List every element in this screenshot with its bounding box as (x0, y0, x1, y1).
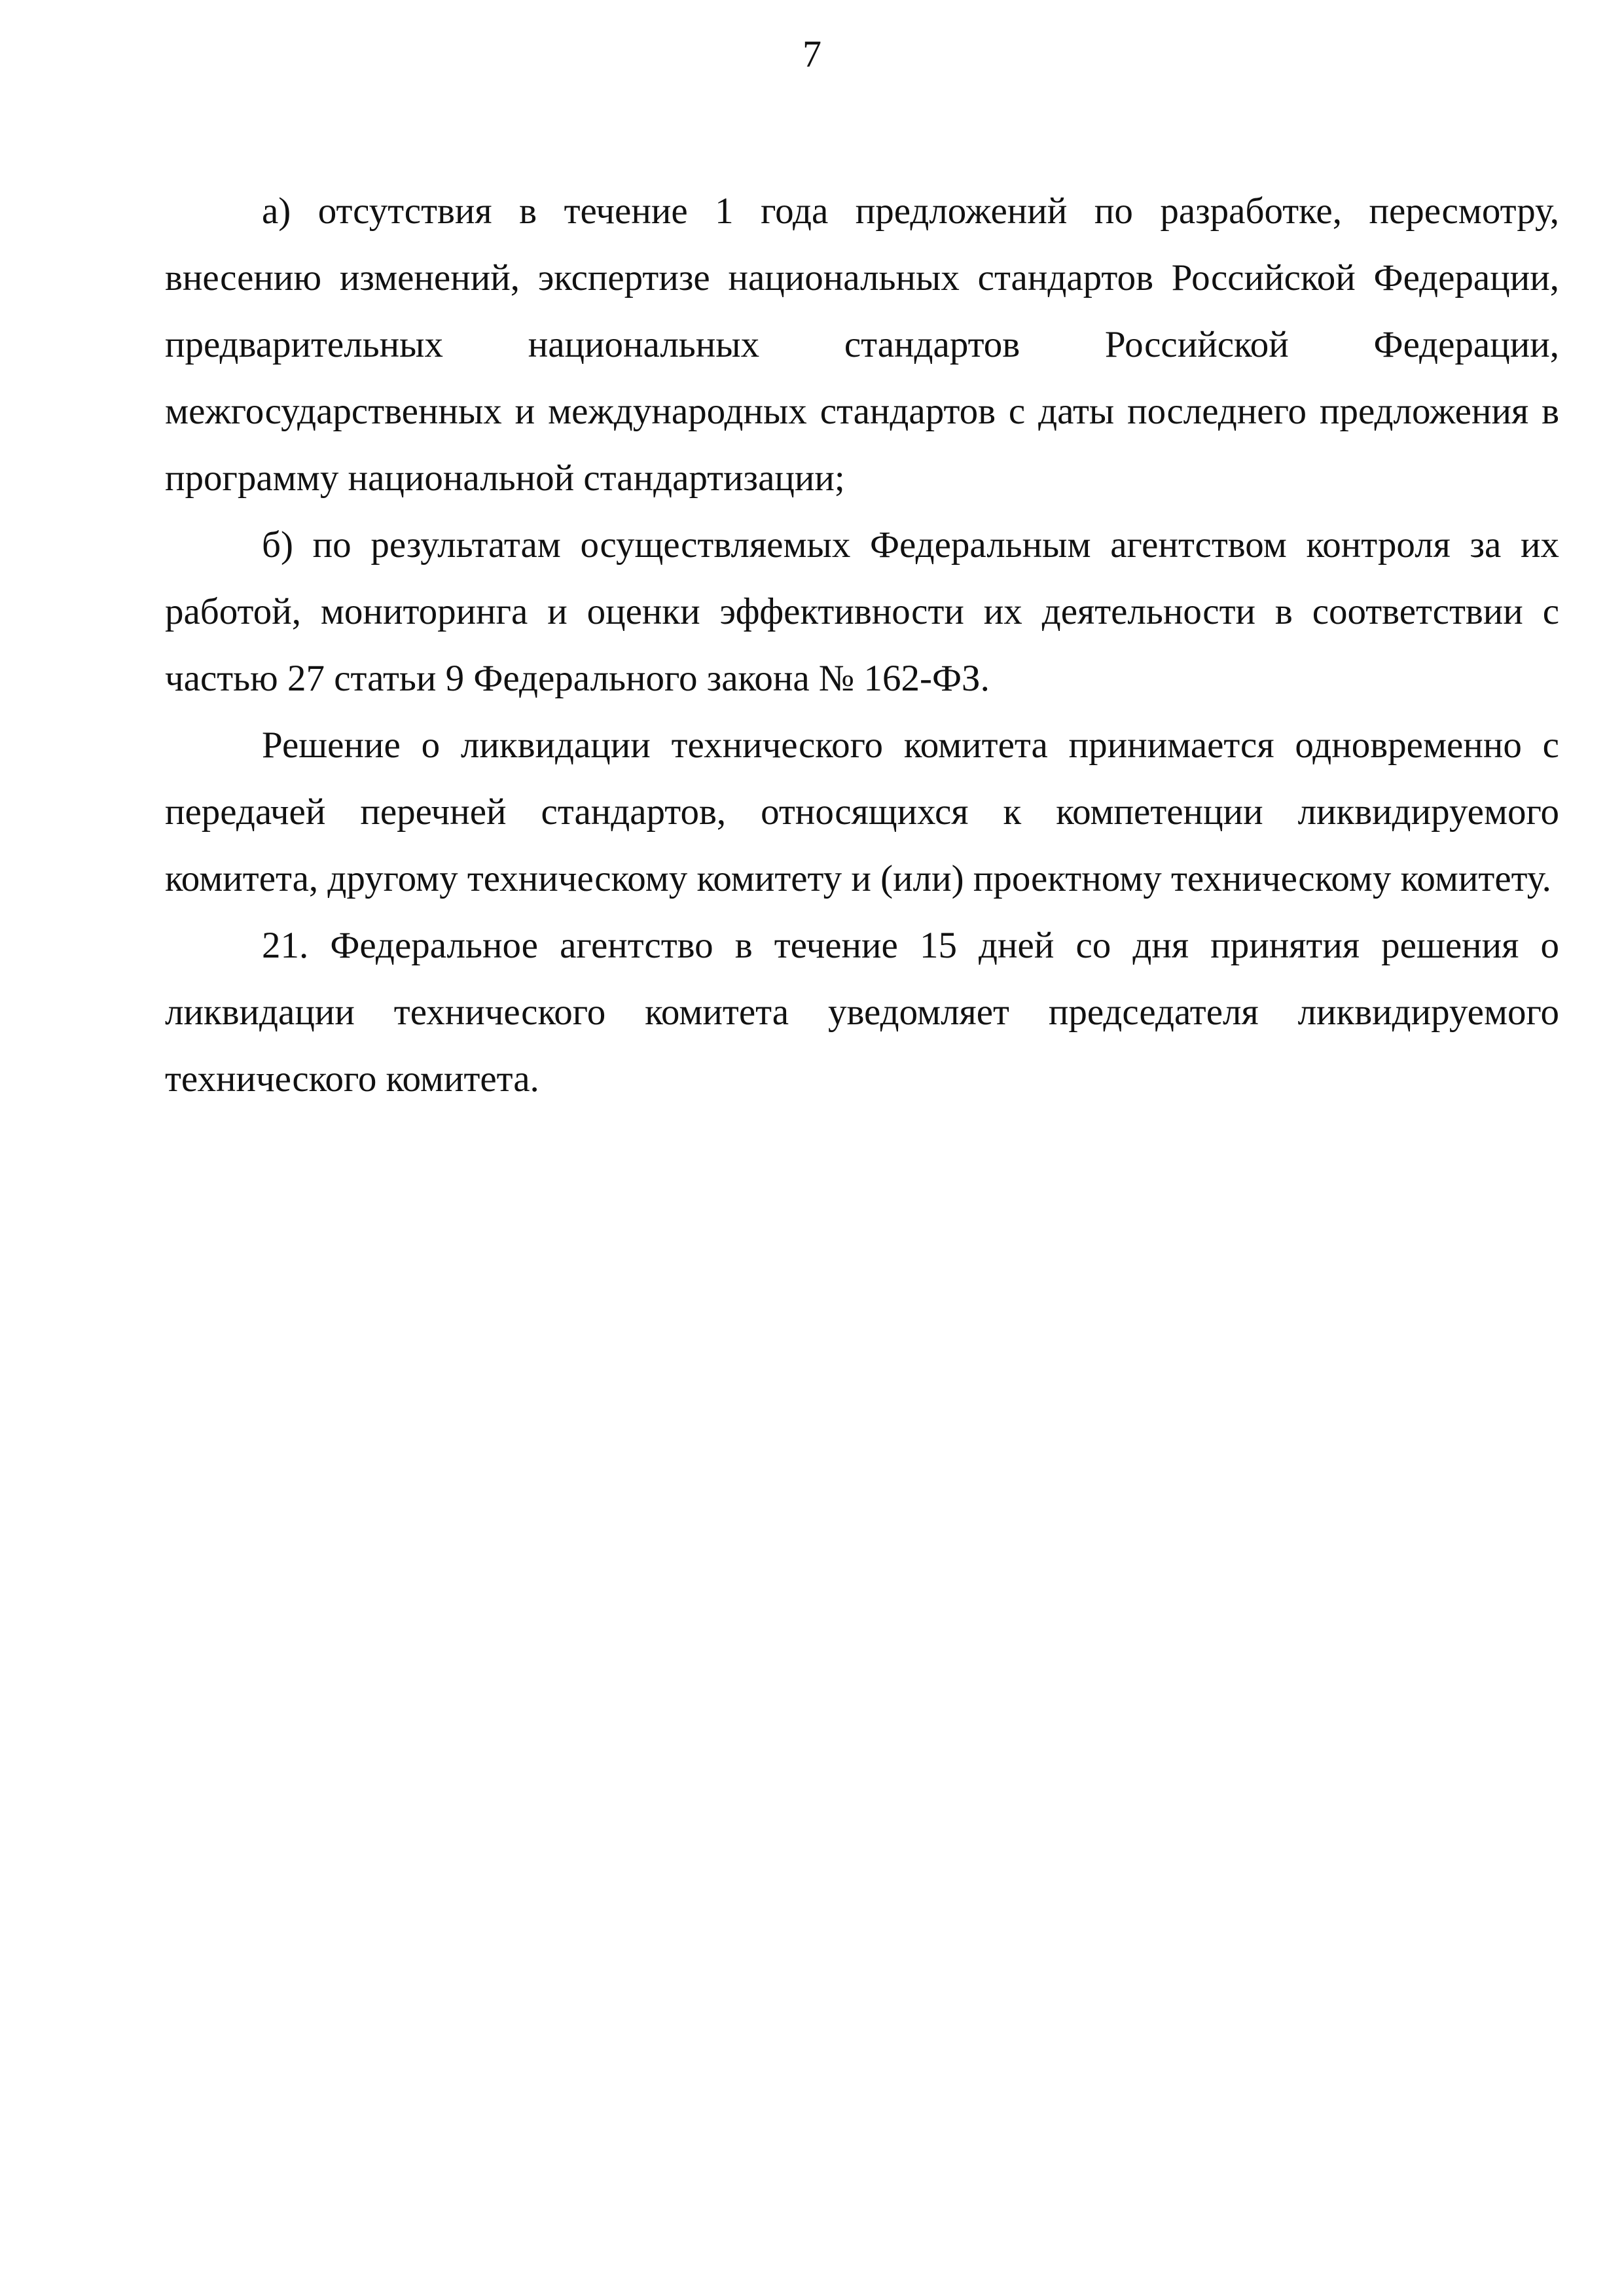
page-number: 7 (803, 33, 821, 75)
document-body (165, 178, 1559, 1113)
paragraph-a: а) отсутствия в течение 1 года предложений по разработке, пересмотру, внесению изменений, экспертизе национальных стандартов Российской Федерации, предварительных национальных стандартов Российской Федерации, межгосударственных и международных стандартов с даты последнего предложения в программу национальной стандартизации; (165, 190, 1559, 499)
paragraph-liquidation-decision: Решение о ликвидации технического комитета принимается одновременно с передачей перечней стандартов, относящихся к компетенции ликвидируемого комитета, другому техническому комитету и (или) проектному техническому комитету. (165, 725, 1559, 899)
paragraph-b: б) по результатам осуществляемых Федеральным агентством контроля за их работой, мониторинга и оценки эффективности их деятельности в соответствии с частью 27 статьи 9 Федерального закона № 162-ФЗ. (165, 524, 1559, 699)
paragraph-21: 21. Федеральное агентство в течение 15 дней со дня принятия решения о ликвидации технического комитета уведомляет председателя ликвидируемого технического комитета. (165, 925, 1559, 1100)
